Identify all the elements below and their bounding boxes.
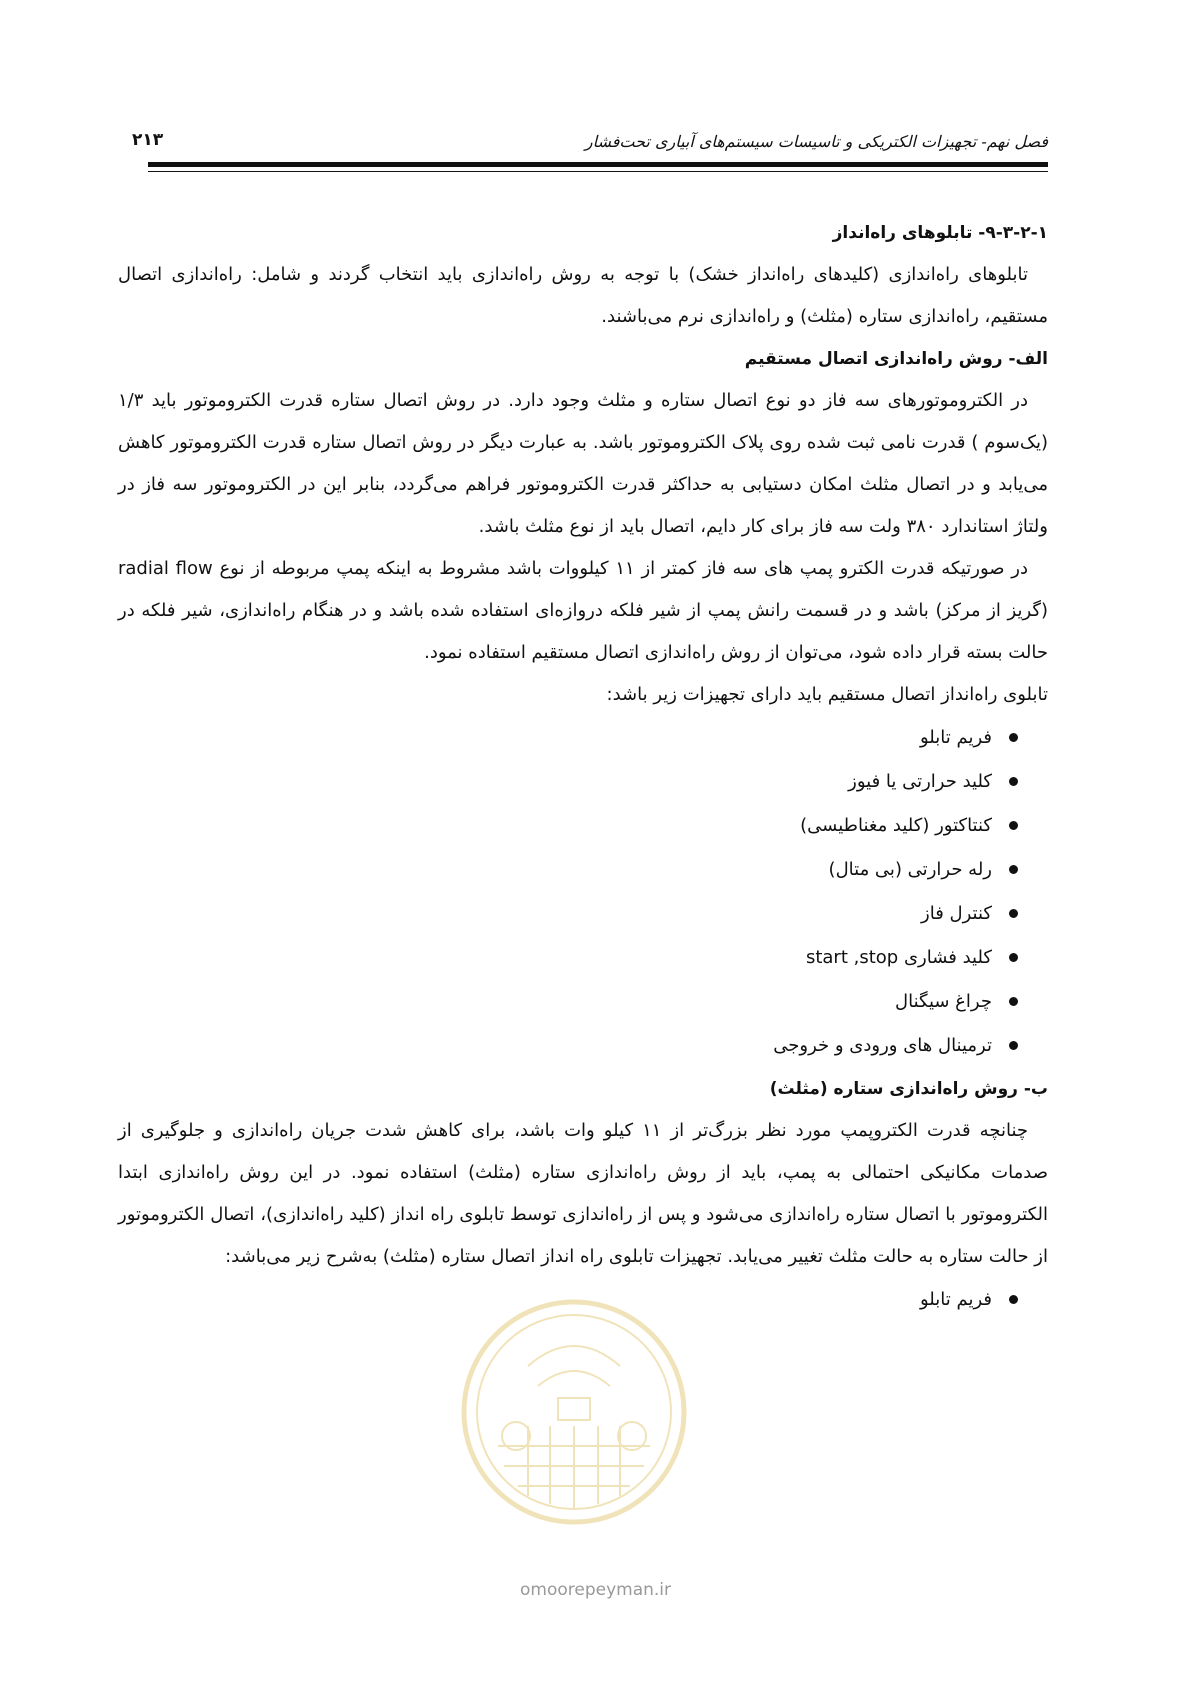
list-item: کنترل فاز <box>118 892 1018 936</box>
page-header <box>132 122 1048 172</box>
bullet-icon <box>1009 865 1018 874</box>
bullet-icon <box>1009 733 1018 742</box>
list-item: فریم تابلو <box>118 1278 1018 1322</box>
bullet-icon <box>1009 821 1018 830</box>
bullet-icon <box>1009 909 1018 918</box>
watermark-site-url: omoorepeyman.ir <box>519 1580 672 1600</box>
section-heading: ۹-۳-۲-۱- تابلوهای راه‌انداز <box>832 223 1048 243</box>
page-number: ۲۱۳ <box>132 130 164 150</box>
watermark-seal-icon <box>458 1296 690 1528</box>
list-item: کنتاکتور (کلید مغناطیسی) <box>118 804 1018 848</box>
paragraph-star-delta-info: در الکتروموتورهای سه فاز دو نوع اتصال ستاره و مثلث وجود دارد. در روش اتصال ستاره قدرت الکتروموتور باید ۱/۳ (یک‌سوم ) قدرت نامی ثبت شده روی پلاک الکتروموتور باشد. به عبارت دیگر در روش اتصال ستاره قدرت الکتروموتور کاهش می‌یابد و در اتصال مثلث امکان دستیابی به حداکثر قدرت الکتروموتور فراهم می‌گردد، بنابر این در الکتروموتور سه فاز در ولتاژ استاندارد ۳۸۰ ولت سه فاز برای کار دایم، اتصال باید از نوع مثلث باشد. <box>118 390 1048 537</box>
direct-start-equipment-list <box>118 716 1048 1068</box>
paragraph-direct-condition: در صورتیکه قدرت الکترو پمپ های سه فاز کمتر از ۱۱ کیلووات باشد مشروط به اینکه پمپ مربوطه از نوع radial flow (گریز از مرکز) باشد و در قسمت رانش پمپ از شیر فلکه دروازه‌ای استفاده شده باشد و در هنگام راه‌اندازی، شیر فلکه در حالت بسته قرار داده شود، می‌توان از روش راه‌اندازی اتصال مستقیم استفاده نمود. <box>118 558 1048 663</box>
paragraph-equipment-intro: تابلوی راه‌انداز اتصال مستقیم باید دارای تجهیزات زیر باشد: <box>606 684 1048 705</box>
bullet-icon <box>1009 997 1018 1006</box>
list-item: ترمینال های ورودی و خروجی <box>118 1024 1018 1068</box>
list-item: کلید فشاری start ,stop <box>118 936 1018 980</box>
list-item: رله حرارتی (بی متال) <box>118 848 1018 892</box>
header-rule-thick <box>148 162 1048 167</box>
bullet-icon <box>1009 777 1018 786</box>
header-rule-thin <box>148 171 1048 172</box>
list-item: فریم تابلو <box>118 716 1018 760</box>
subheading-star-delta: ب- روش راه‌اندازی ستاره (مثلث) <box>769 1079 1048 1099</box>
intro-paragraph: تابلوهای راه‌اندازی (کلیدهای راه‌انداز خشک) با توجه به روش راه‌اندازی باید انتخاب گردند و شامل: راه‌اندازی اتصال مستقیم، راه‌اندازی ستاره (مثلث) و راه‌اندازی نرم می‌باشند. <box>118 264 1048 327</box>
paragraph-star-delta: چنانچه قدرت الکتروپمپ مورد نظر بزرگ‌تر از ۱۱ کیلو وات باشد، برای کاهش شدت جریان راه‌اندازی و جلوگیری از صدمات مکانیکی احتمالی به پمپ، باید از روش راه‌اندازی ستاره (مثلث) استفاده نمود. در این روش راه‌اندازی ابتدا الکتروموتور با اتصال ستاره راه‌اندازی می‌شود و پس از راه‌اندازی توسط تابلوی راه انداز (کلید راه‌اندازی)، اتصال الکتروموتور از حالت ستاره به حالت مثلث تغییر می‌یابد. تجهیزات تابلوی راه انداز اتصال ستاره (مثلث) به‌شرح زیر می‌باشد: <box>118 1120 1048 1267</box>
subheading-direct-start: الف- روش راه‌اندازی اتصال مستقیم <box>744 349 1048 369</box>
document-body <box>118 212 1048 1322</box>
bullet-icon <box>1009 1041 1018 1050</box>
running-title: فصل نهم- تجهیزات الکتریکی و تاسیسات سیستم‌های آبیاری تحت‌فشار <box>584 132 1048 151</box>
bullet-icon <box>1009 1295 1018 1304</box>
list-item: چراغ سیگنال <box>118 980 1018 1024</box>
list-item: کلید حرارتی یا فیوز <box>118 760 1018 804</box>
bullet-icon <box>1009 953 1018 962</box>
